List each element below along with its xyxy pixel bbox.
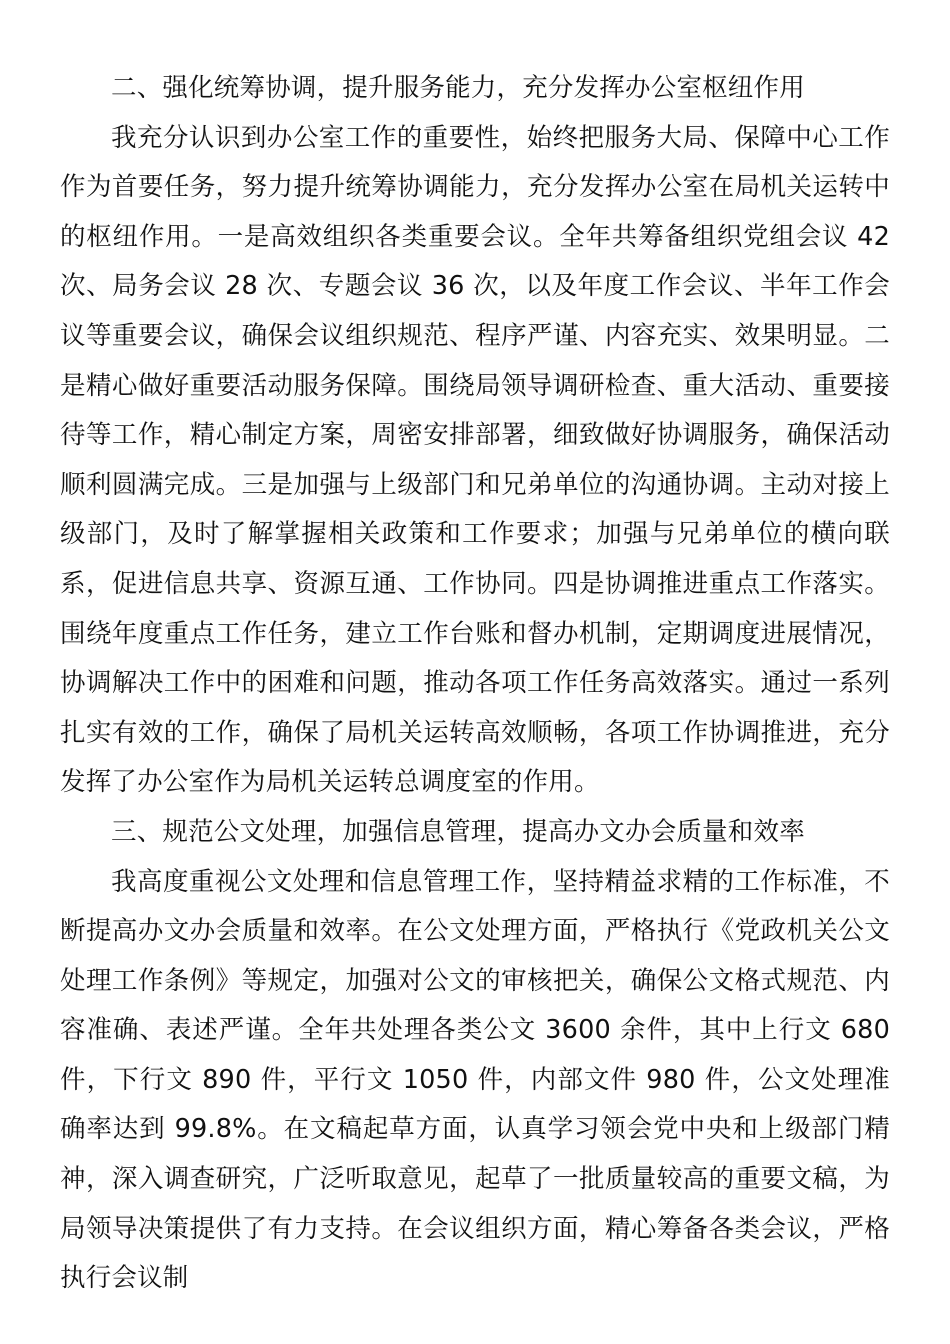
section-heading: 二、强化统筹协调，提升服务能力，充分发挥办公室枢纽作用 <box>111 73 805 103</box>
section-coordination <box>60 64 890 808</box>
document-page <box>60 64 890 1304</box>
section-paragraph: 我高度重视公文处理和信息管理工作，坚持精益求精的工作标准，不断提高办文办会质量和效率。在公文处理方面，严格执行《党政机关公文处理工作条例》等规定，加强对公文的审核把关，确保公文格式规范、内容准确、表述严谨。全年共处理各类公文 3600 余件，其中上行文 680 件，下行文 890 件，平行文 1050 件，内部文件 980 件，公文处理准确率达到 99.8%。在文稿起草方面，认真学习领会党中央和上级部门精神，深入调查研究，广泛听取意见，起草了一批质量较高的重要文稿，为局领导决策提供了有力支持。在会议组织方面，精心筹备各类会议，严格执行会议制 <box>60 866 890 1294</box>
section-paragraph: 我充分认识到办公室工作的重要性，始终把服务大局、保障中心工作作为首要任务，努力提升统筹协调能力，充分发挥办公室在局机关运转中的枢纽作用。一是高效组织各类重要会议。全年共筹备组织党组会议 42 次、局务会议 28 次、专题会议 36 次，以及年度工作会议、半年工作会议等重要会议，确保会议组织规范、程序严谨、内容充实、效果明显。二是精心做好重要活动服务保障。围绕局领导调研检查、重大活动、重要接待等工作，精心制定方案，周密安排部署，细致做好协调服务，确保活动顺利圆满完成。三是加强与上级部门和兄弟单位的沟通协调。主动对接上级部门，及时了解掌握相关政策和工作要求；加强与兄弟单位的横向联系，促进信息共享、资源互通、工作协同。四是协调推进重点工作落实。围绕年度重点工作任务，建立工作台账和督办机制，定期调度进展情况，协调解决工作中的困难和问题，推动各项工作任务高效落实。通过一系列扎实有效的工作，确保了局机关运转高效顺畅，各项工作协调推进，充分发挥了办公室作为局机关运转总调度室的作用。 <box>60 122 890 798</box>
section-heading: 三、规范公文处理，加强信息管理，提高办文办会质量和效率 <box>111 816 805 847</box>
section-document-handling <box>60 808 890 1304</box>
